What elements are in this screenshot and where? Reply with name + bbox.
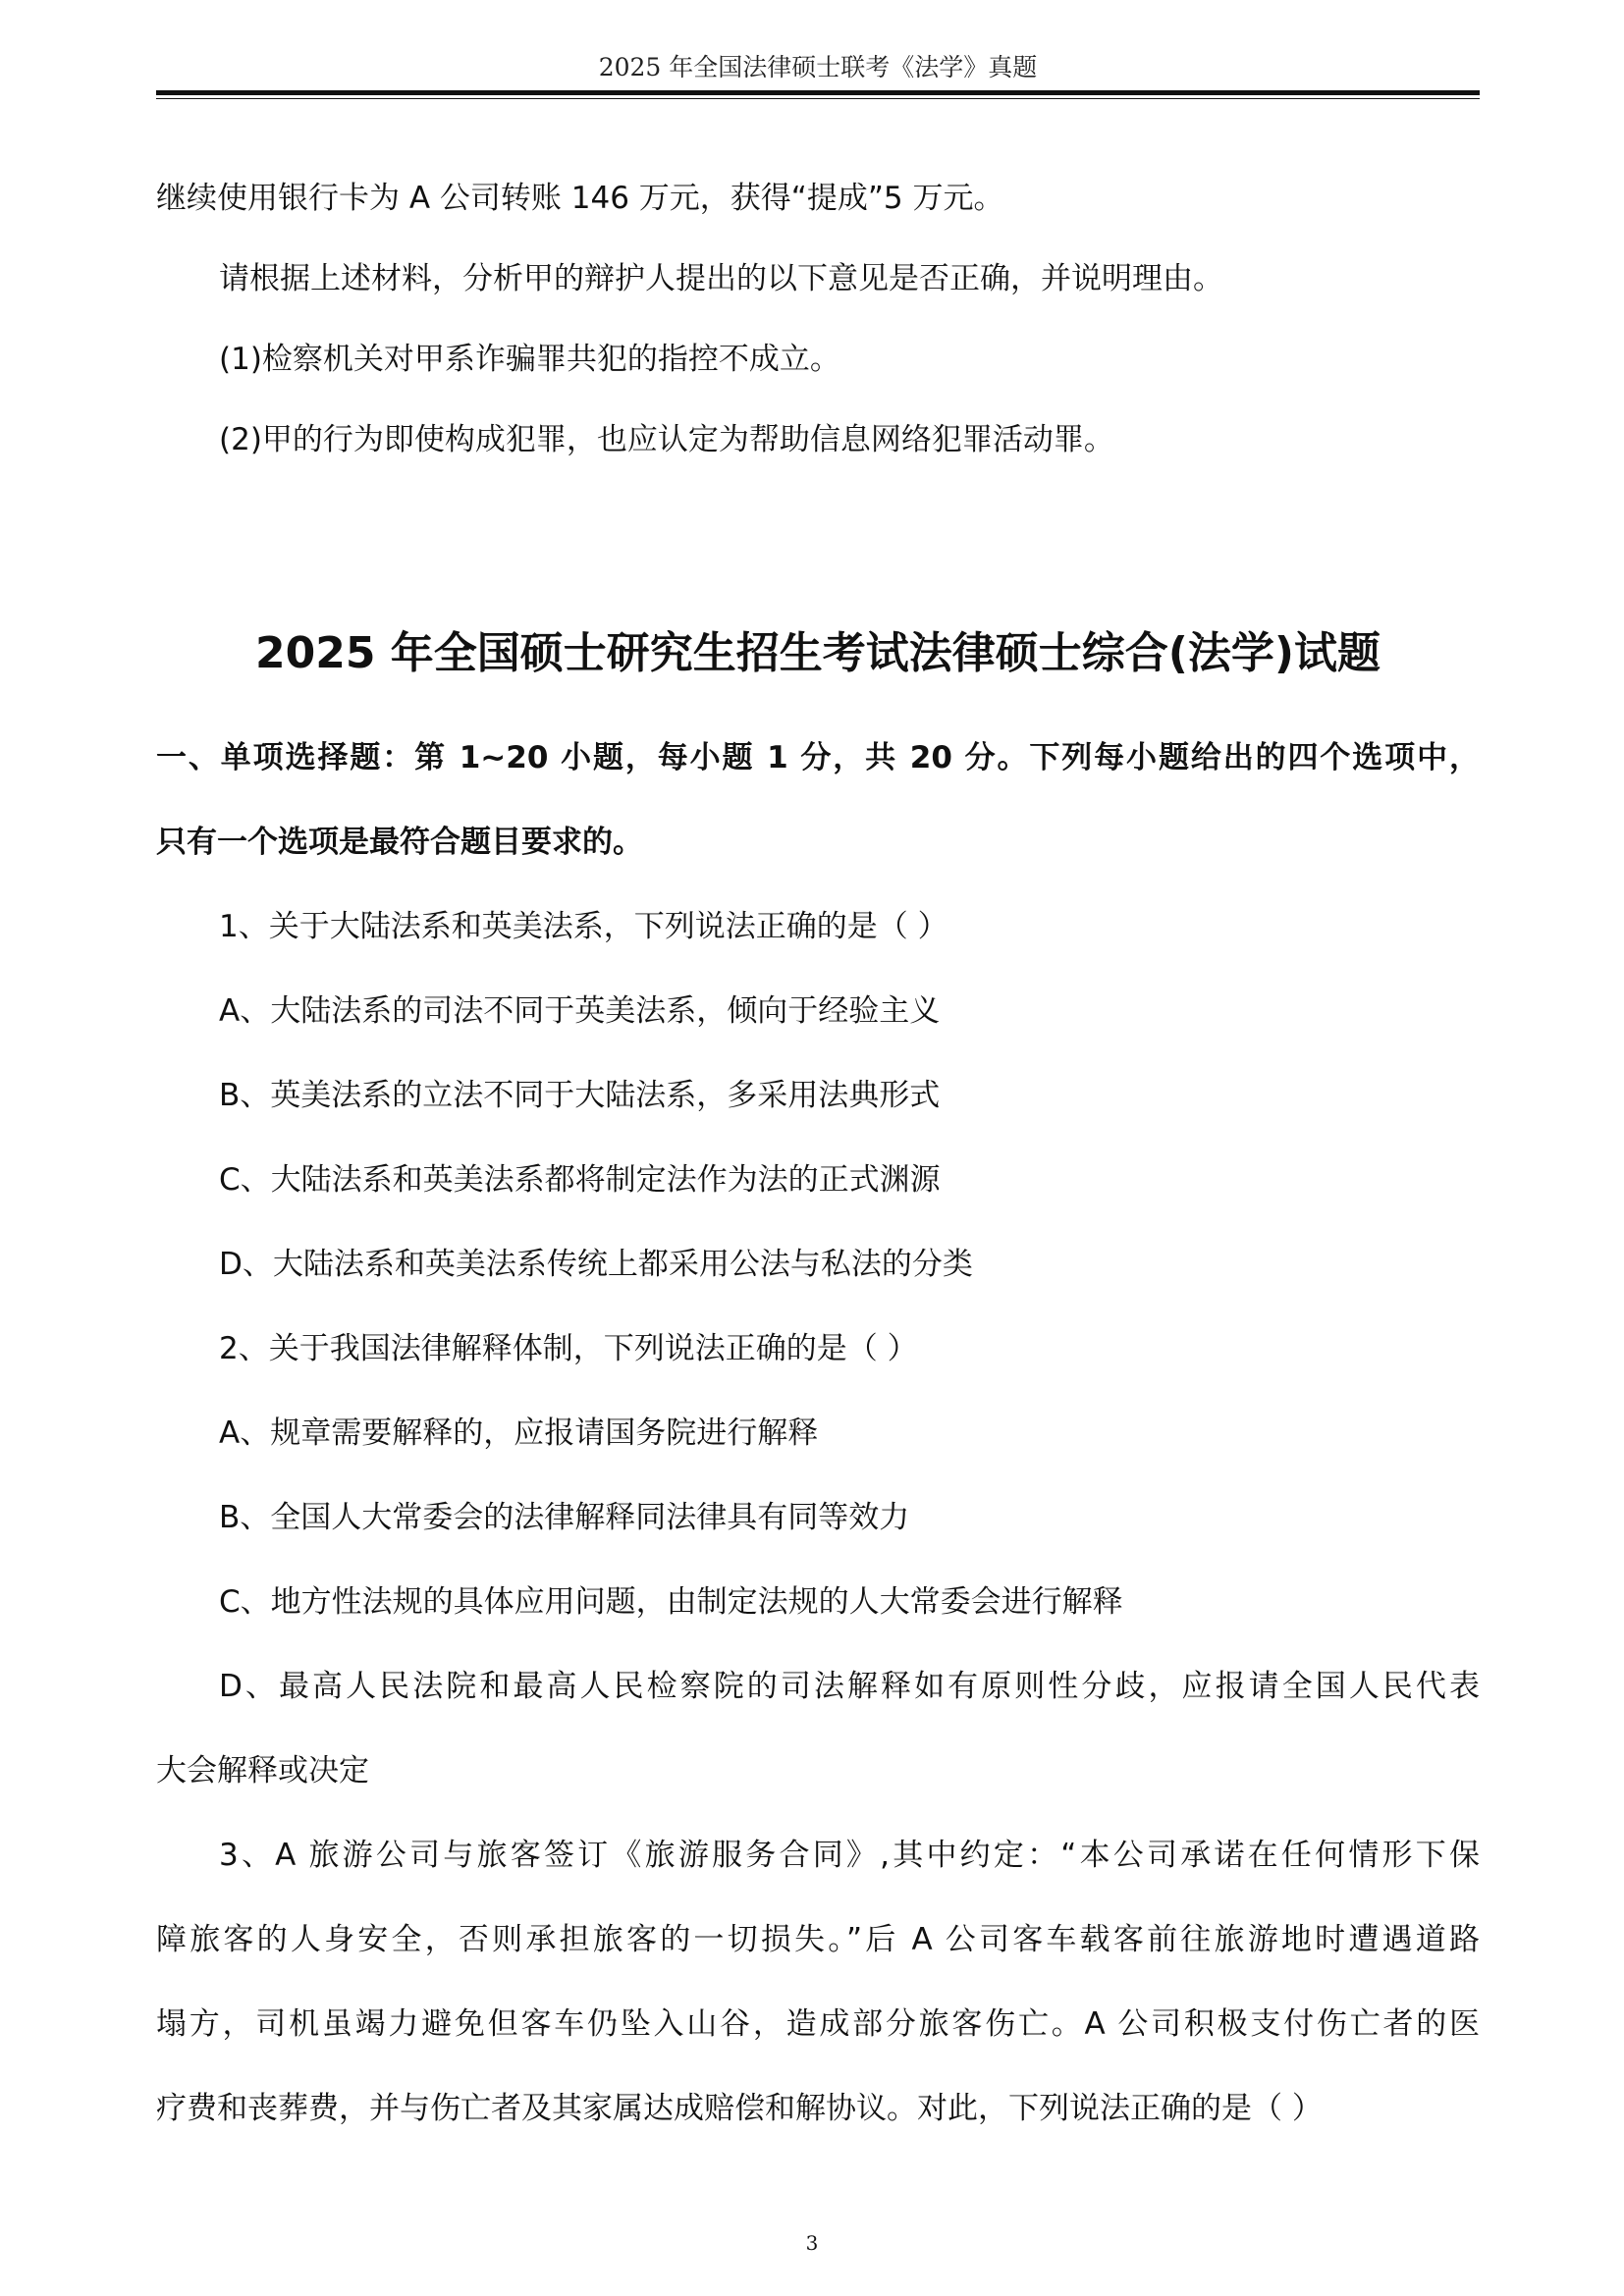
header-rule bbox=[156, 90, 1480, 95]
section-heading-continued: 只有一个选项是最符合题目要求的。 bbox=[156, 825, 643, 860]
question-1-stem: 1、关于大陆法系和英美法系，下列说法正确的是（ ） bbox=[219, 909, 948, 944]
question-2-option-b: B、全国人大常委会的法律解释同法律具有同等效力 bbox=[219, 1500, 910, 1535]
page-header: 2025 年全国法律硕士联考《法学》真题 bbox=[598, 53, 1038, 81]
page-number: 3 bbox=[805, 2231, 819, 2255]
question-3-stem-line: 疗费和丧葬费，并与伤亡者及其家属达成赔偿和解协议。对此，下列说法正确的是（ ） bbox=[156, 2091, 1323, 2126]
question-3-stem-line: 障旅客的人身安全，否则承担旅客的一切损失。”后 A 公司客车载客前往旅游地时遭遇道路 bbox=[156, 1922, 1480, 1957]
question-2-option-a: A、规章需要解释的，应报请国务院进行解释 bbox=[219, 1415, 819, 1451]
question-3-stem-line: 塌方，司机虽竭力避免但客车仍坠入山谷，造成部分旅客伤亡。A 公司积极支付伤亡者的医 bbox=[156, 2006, 1480, 2042]
question-2-option-d-continued: 大会解释或决定 bbox=[156, 1753, 369, 1789]
question-1-option-d: D、大陆法系和英美法系传统上都采用公法与私法的分类 bbox=[219, 1247, 973, 1282]
question-1-option-b: B、英美法系的立法不同于大陆法系，多采用法典形式 bbox=[219, 1078, 941, 1113]
section-heading: 一、单项选择题：第 1~20 小题，每小题 1 分，共 20 分。下列每小题给出的四个选项中， bbox=[156, 740, 1480, 775]
question-2-stem: 2、关于我国法律解释体制，下列说法正确的是（ ） bbox=[219, 1331, 918, 1366]
question-2-option-d: D、最高人民法院和最高人民检察院的司法解释如有原则性分歧，应报请全国人民代表 bbox=[219, 1669, 1480, 1704]
question-1-option-a: A、大陆法系的司法不同于英美法系，倾向于经验主义 bbox=[219, 993, 941, 1029]
paragraph-line: 继续使用银行卡为 A 公司转账 146 万元，获得“提成”5 万元。 bbox=[156, 181, 1004, 216]
question-2-option-c: C、地方性法规的具体应用问题，由制定法规的人大常委会进行解释 bbox=[219, 1584, 1123, 1620]
defense-point-1: (1)检察机关对甲系诈骗罪共犯的指控不成立。 bbox=[219, 342, 840, 377]
question-3-stem-line: 3、A 旅游公司与旅客签订《旅游服务合同》,其中约定：“本公司承诺在任何情形下保 bbox=[219, 1838, 1480, 1873]
defense-point-2: (2)甲的行为即使构成犯罪，也应认定为帮助信息网络犯罪活动罪。 bbox=[219, 422, 1114, 457]
header-rule-thin bbox=[156, 98, 1480, 99]
exam-title: 2025 年全国硕士研究生招生考试法律硕士综合(法学)试题 bbox=[255, 628, 1380, 678]
question-1-option-c: C、大陆法系和英美法系都将制定法作为法的正式渊源 bbox=[219, 1162, 941, 1198]
question-prompt: 请根据上述材料，分析甲的辩护人提出的以下意见是否正确，并说明理由。 bbox=[219, 261, 1223, 296]
